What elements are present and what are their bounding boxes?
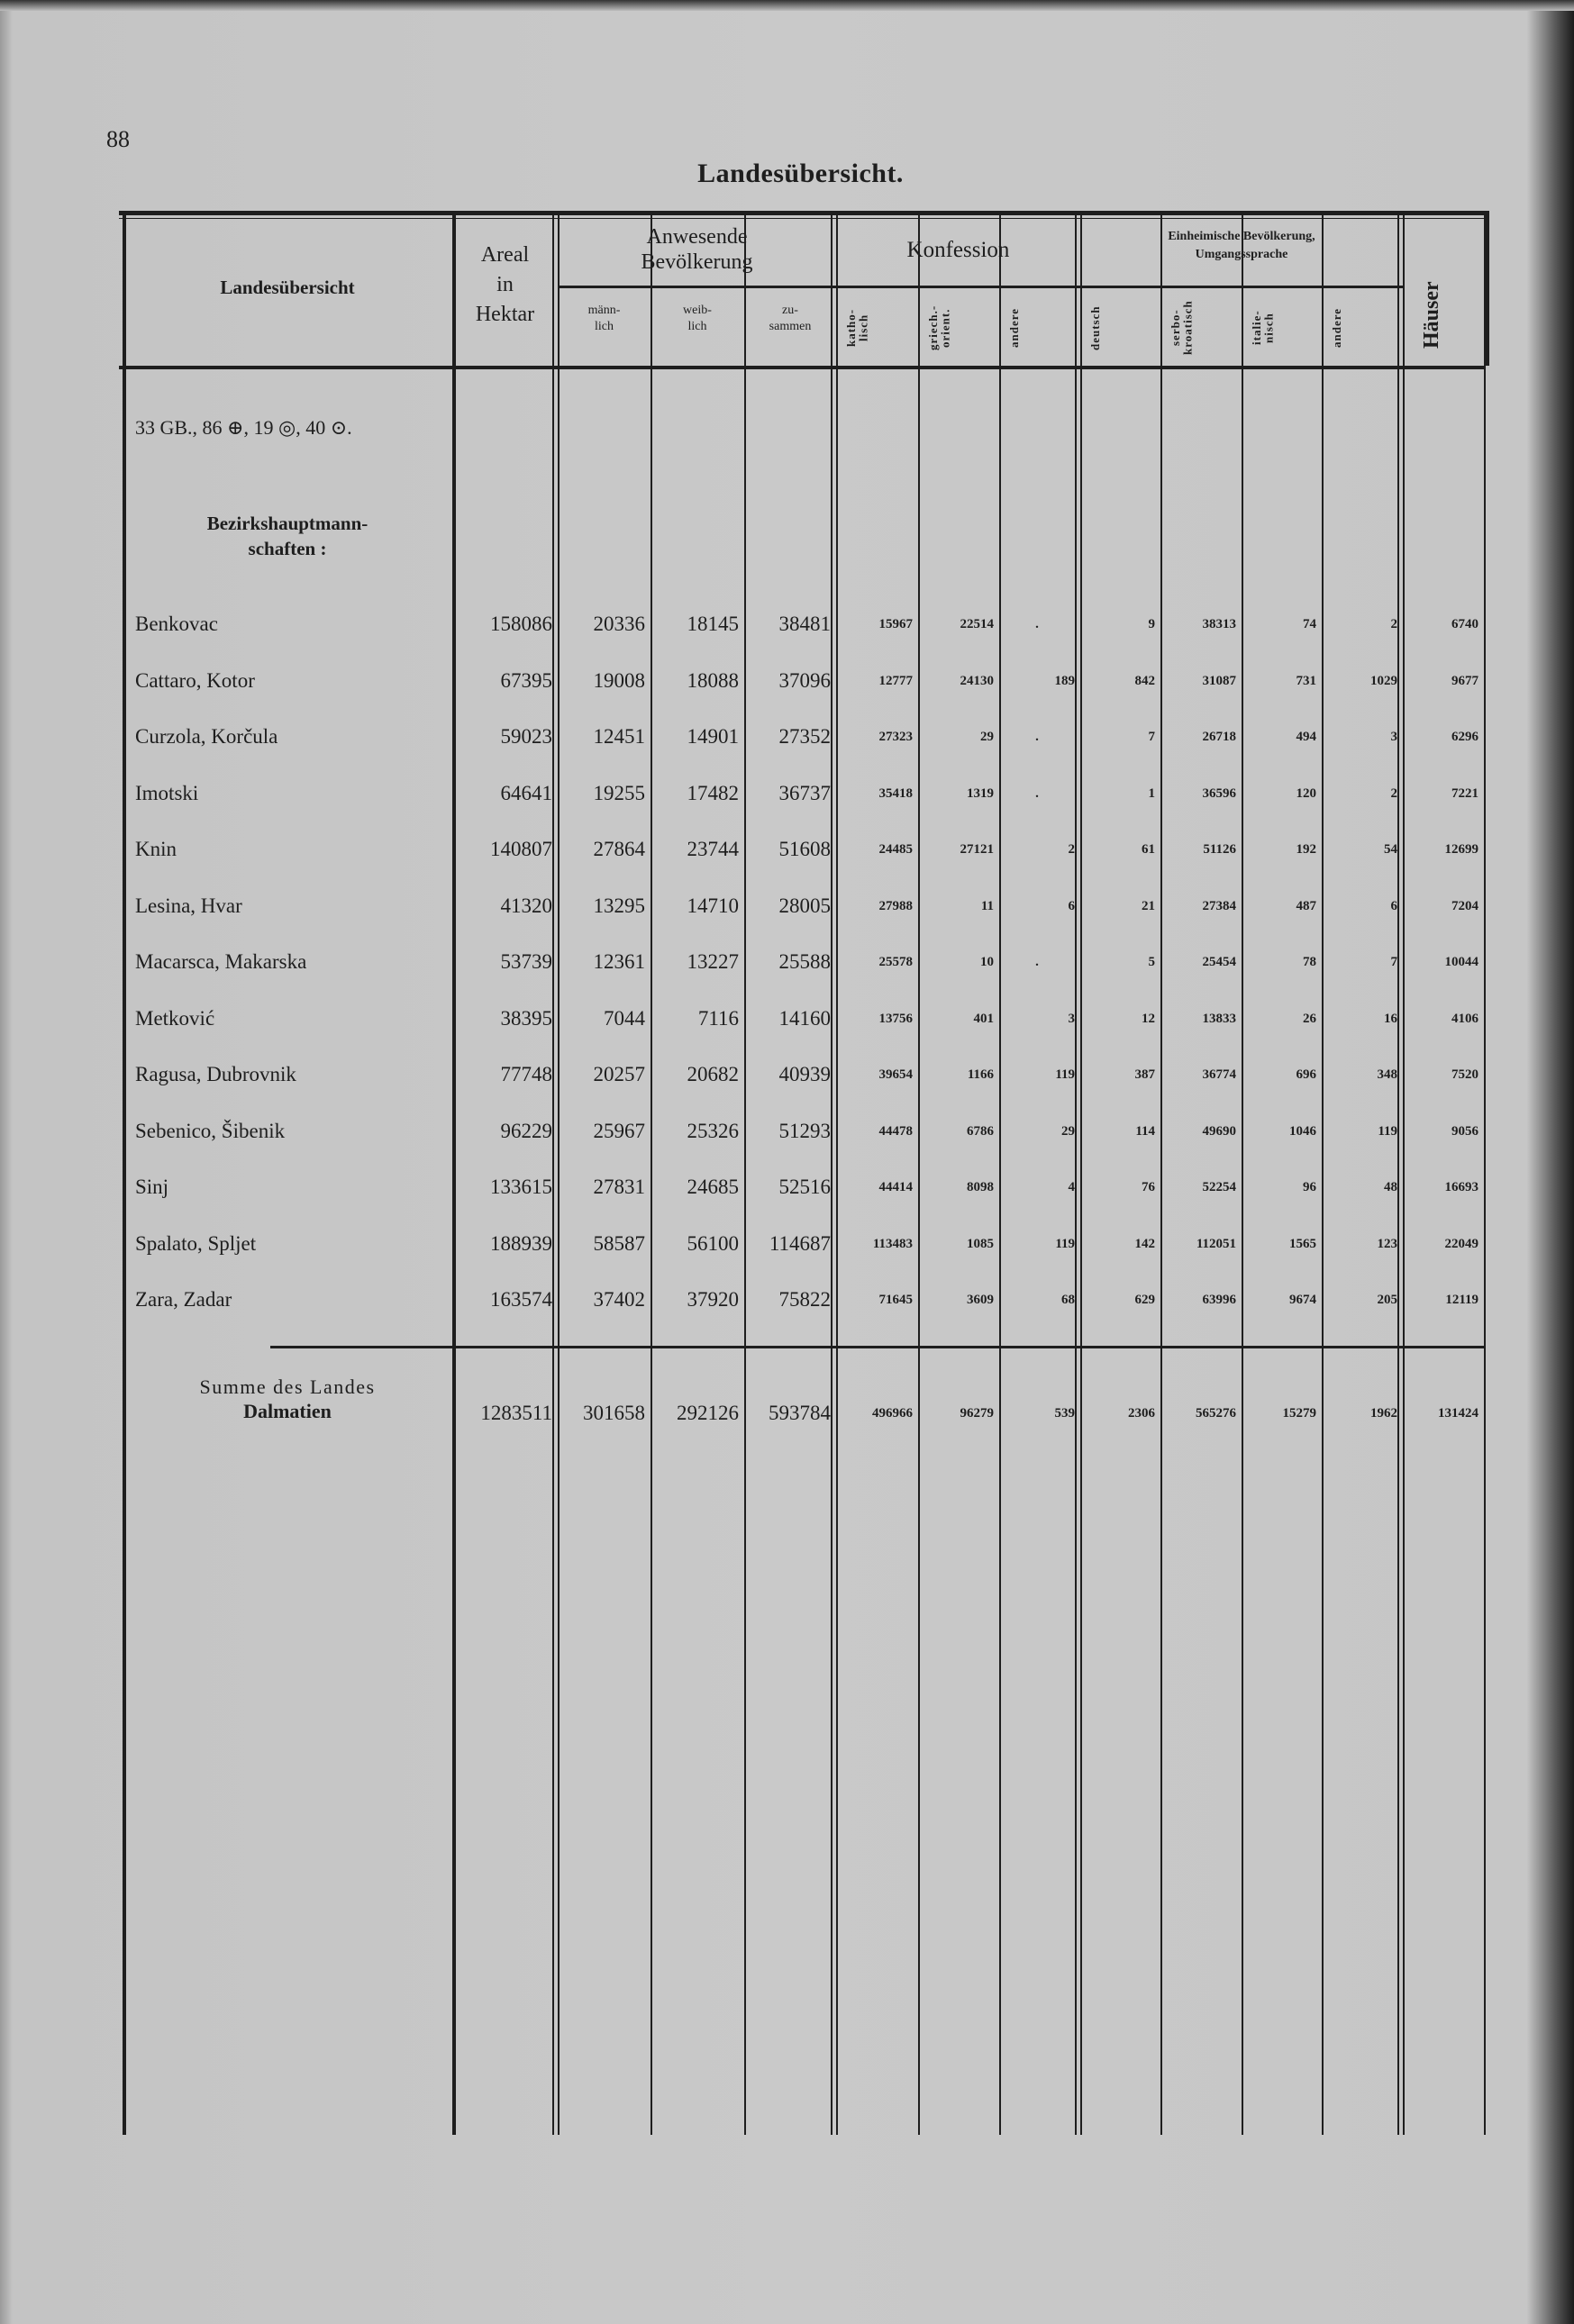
- district-value: 56100: [687, 1231, 739, 1255]
- district-value: 27323: [878, 730, 913, 744]
- district-value: 112051: [1196, 1236, 1236, 1251]
- district-value: 2: [1390, 617, 1397, 631]
- table-top-rule: [119, 211, 1486, 215]
- district-name: Sebenico, Šibenik: [135, 1119, 286, 1142]
- district-value: 41320: [500, 894, 552, 917]
- table-top-rule-thin: [119, 218, 1486, 219]
- district-value: 6740: [1451, 617, 1478, 631]
- district-value: 18145: [687, 613, 739, 635]
- scan-edge: [0, 0, 1574, 11]
- subheader-rule: [558, 286, 836, 288]
- district-value: 1166: [967, 1067, 994, 1082]
- district-value: 25588: [778, 950, 831, 973]
- district-value: 114687: [769, 1231, 831, 1255]
- district-value: 11: [980, 898, 994, 913]
- total-value: 539: [1054, 1406, 1075, 1421]
- district-value: 17482: [687, 781, 739, 804]
- header-zusammen: sammen: [769, 320, 812, 333]
- header-katholisch: katho- lisch: [844, 308, 870, 348]
- header-haeuser: Häuser: [1420, 281, 1443, 350]
- district-value: 1029: [1370, 673, 1397, 688]
- column-rule-double: [1075, 211, 1077, 2135]
- district-value: 387: [1134, 1067, 1155, 1082]
- district-value: 119: [1055, 1236, 1075, 1251]
- district-value: 19008: [593, 668, 645, 692]
- district-value: 51608: [778, 838, 831, 860]
- header-serbokroatisch: serbo- kroatisch: [1169, 300, 1195, 356]
- district-value: 27988: [878, 898, 913, 913]
- district-value: 44478: [878, 1123, 913, 1139]
- district-value: 24130: [960, 673, 994, 688]
- district-value: 8098: [967, 1180, 994, 1194]
- district-value: 51126: [1203, 842, 1236, 857]
- district-value: 44414: [878, 1180, 913, 1194]
- total-value: 15279: [1282, 1406, 1316, 1421]
- district-value: 54: [1384, 842, 1397, 857]
- district-value: 494: [1296, 730, 1316, 744]
- district-value: 12699: [1444, 842, 1478, 857]
- district-value: 36737: [778, 781, 831, 804]
- district-value: 78: [1303, 955, 1316, 969]
- district-value: 64641: [500, 781, 552, 804]
- district-value: 12119: [1445, 1293, 1478, 1307]
- total-value: 292126: [677, 1402, 739, 1424]
- district-value: 114: [1135, 1123, 1155, 1139]
- district-value: 13833: [1202, 1011, 1236, 1026]
- district-value: 7044: [604, 1006, 645, 1030]
- header-griechisch-orientalisch: griech.- orient.: [926, 304, 952, 351]
- district-value: 7: [1148, 730, 1155, 744]
- district-value: 25578: [878, 955, 913, 969]
- header-areal: Areal: [480, 243, 530, 267]
- district-value: 27384: [1202, 898, 1236, 913]
- district-value: 31087: [1202, 673, 1236, 688]
- district-value: 4106: [1451, 1011, 1478, 1026]
- header-andere-sprache: andere: [1330, 307, 1343, 349]
- district-value: 67395: [500, 668, 552, 692]
- header-bottom-rule: [119, 366, 1486, 369]
- district-value: 4: [1068, 1180, 1075, 1194]
- total-value: 2306: [1128, 1406, 1155, 1421]
- district-value: 61: [1142, 842, 1155, 857]
- district-value: 12361: [593, 950, 645, 973]
- header-konfession: Konfession: [906, 238, 1010, 262]
- district-value: 10044: [1444, 955, 1478, 969]
- district-value: 2: [1390, 785, 1397, 801]
- district-value: 16: [1384, 1011, 1397, 1026]
- section-heading: Bezirkshauptmann-: [206, 513, 368, 534]
- district-value: 20682: [687, 1063, 739, 1085]
- column-rule: [558, 211, 560, 2135]
- district-value: 35418: [878, 785, 913, 801]
- district-value: 12: [1142, 1011, 1155, 1026]
- district-value: 52254: [1202, 1180, 1236, 1194]
- header-umgangssprache: Einheimische Bevölkerung,: [1168, 230, 1315, 243]
- district-value: 3: [1390, 730, 1397, 744]
- district-value: 68: [1061, 1293, 1075, 1307]
- header-deutsch: deutsch: [1088, 305, 1102, 350]
- header-anwesende: Bevölkerung: [641, 250, 753, 274]
- district-value: 52516: [778, 1176, 831, 1198]
- district-value: 487: [1296, 898, 1316, 913]
- district-value: 21: [1142, 898, 1155, 913]
- subheader-rule: [836, 286, 1080, 288]
- header-weiblich: weib-: [683, 304, 712, 317]
- district-value: 12451: [593, 725, 645, 748]
- district-value: 9056: [1451, 1123, 1478, 1139]
- total-label: Dalmatien: [243, 1400, 332, 1422]
- column-rule-double: [831, 211, 832, 2135]
- district-value: 348: [1377, 1067, 1397, 1082]
- district-value: 18088: [687, 668, 739, 692]
- district-name: Lesina, Hvar: [135, 894, 242, 917]
- district-value: 16693: [1444, 1180, 1478, 1194]
- district-value: 12777: [878, 673, 913, 688]
- district-value: 192: [1296, 842, 1316, 857]
- district-value: 189: [1054, 673, 1075, 688]
- district-value: 26: [1303, 1011, 1316, 1026]
- district-value: 96229: [500, 1119, 552, 1142]
- district-value: 2: [1068, 842, 1075, 857]
- column-rule-double: [552, 211, 554, 2135]
- column-rule: [1484, 211, 1486, 2135]
- district-value: 29: [1061, 1123, 1075, 1139]
- district-value: 20257: [593, 1063, 645, 1085]
- district-value: 27121: [960, 842, 994, 857]
- district-value: 119: [1378, 1123, 1397, 1139]
- district-value: 401: [973, 1011, 994, 1026]
- district-value: 163574: [490, 1288, 552, 1311]
- district-value: 13756: [878, 1011, 913, 1026]
- column-rule: [1080, 211, 1082, 2135]
- header-andere-konfession: andere: [1007, 307, 1021, 349]
- district-name: Cattaro, Kotor: [135, 668, 255, 692]
- district-value: 7520: [1451, 1067, 1478, 1082]
- district-value: 36774: [1202, 1067, 1236, 1082]
- district-value: 1: [1148, 785, 1155, 801]
- column-rule: [744, 211, 746, 2135]
- district-value: 7204: [1451, 898, 1478, 913]
- district-value: 76: [1142, 1180, 1155, 1194]
- district-value: 96: [1303, 1180, 1316, 1194]
- header-maennlich: lich: [595, 320, 614, 333]
- header-italienisch: italie- nisch: [1250, 310, 1276, 346]
- district-value: 22049: [1444, 1236, 1478, 1251]
- district-value: 120: [1296, 785, 1316, 801]
- district-value: 1565: [1289, 1236, 1316, 1251]
- district-name: Sinj: [135, 1176, 169, 1198]
- column-rule: [1160, 211, 1162, 2135]
- header-areal: in: [496, 273, 514, 296]
- district-value: 40939: [778, 1063, 831, 1085]
- district-value: 13227: [687, 950, 739, 973]
- total-label: Summe des Landes: [199, 1375, 376, 1398]
- column-rule: [836, 211, 838, 2135]
- total-value: 1283511: [480, 1402, 552, 1424]
- summary-line: 33 GB., 86 ⊕, 19 ◎, 40 ⊙.: [135, 416, 352, 439]
- district-value: 9674: [1289, 1293, 1316, 1307]
- header-areal: Hektar: [475, 303, 535, 326]
- section-heading: schaften :: [248, 538, 327, 559]
- district-value: 23744: [687, 838, 739, 860]
- district-value: 7116: [697, 1006, 739, 1030]
- district-value: 22514: [960, 617, 994, 631]
- district-value: 3609: [967, 1293, 994, 1307]
- district-value: 37096: [778, 668, 831, 692]
- page-title: Landesübersicht.: [697, 159, 904, 188]
- district-value: 5: [1148, 955, 1155, 969]
- header-maennlich: männ-: [587, 304, 621, 317]
- district-value: 77748: [500, 1063, 552, 1085]
- district-value: 26718: [1202, 730, 1236, 744]
- header-umgangssprache: Umgangssprache: [1195, 248, 1288, 261]
- district-name: Knin: [135, 838, 177, 860]
- district-value: 158086: [490, 613, 552, 635]
- district-value: 7: [1390, 955, 1397, 969]
- district-value: 14901: [687, 725, 739, 748]
- district-value: 133615: [490, 1176, 552, 1198]
- district-value: 38481: [778, 613, 831, 635]
- district-value: 39654: [878, 1067, 913, 1082]
- district-name: Zara, Zadar: [135, 1288, 232, 1311]
- district-value: 19255: [593, 781, 645, 804]
- district-value: 25454: [1202, 955, 1236, 969]
- column-rule-double: [1397, 211, 1399, 2135]
- district-name: Metković: [135, 1006, 215, 1030]
- district-value: 14710: [687, 894, 739, 917]
- district-value: 75822: [778, 1288, 831, 1311]
- district-value: 15967: [878, 617, 913, 631]
- column-rule: [651, 211, 652, 2135]
- district-value: 25326: [687, 1119, 739, 1142]
- total-value: 565276: [1196, 1406, 1236, 1421]
- district-value: .: [1035, 785, 1039, 801]
- district-name: Curzola, Korčula: [135, 725, 278, 748]
- column-rule: [1242, 211, 1243, 2135]
- total-value: 496966: [872, 1406, 913, 1421]
- header-landesuebersicht: Landesübersicht: [220, 277, 355, 298]
- district-value: 63996: [1202, 1293, 1236, 1307]
- header-weiblich: lich: [687, 320, 707, 333]
- district-value: 14160: [778, 1006, 831, 1030]
- district-value: 49690: [1202, 1123, 1236, 1139]
- district-value: 59023: [500, 725, 552, 748]
- district-value: 7221: [1451, 785, 1478, 801]
- column-rule: [123, 211, 126, 2135]
- district-value: 25967: [593, 1119, 645, 1142]
- total-value: 96279: [960, 1406, 994, 1421]
- district-value: 37920: [687, 1288, 739, 1311]
- district-name: Benkovac: [135, 613, 218, 635]
- district-value: 20336: [593, 613, 645, 635]
- district-value: 731: [1296, 673, 1316, 688]
- district-value: .: [1035, 955, 1039, 969]
- district-value: 6: [1390, 898, 1397, 913]
- district-value: 123: [1377, 1236, 1397, 1251]
- district-value: 1046: [1289, 1123, 1316, 1139]
- right-border: [1486, 211, 1489, 366]
- district-value: 188939: [490, 1231, 552, 1255]
- district-value: 24685: [687, 1176, 739, 1198]
- district-value: 1085: [967, 1236, 994, 1251]
- district-name: Ragusa, Dubrovnik: [135, 1063, 296, 1085]
- header-anwesende: Anwesende: [646, 225, 748, 249]
- district-value: 27864: [593, 838, 645, 860]
- district-value: 3: [1068, 1011, 1075, 1026]
- district-value: 205: [1377, 1293, 1397, 1307]
- district-value: 27831: [593, 1176, 645, 1198]
- district-value: 13295: [593, 894, 645, 917]
- district-value: .: [1035, 617, 1039, 631]
- district-value: 842: [1134, 673, 1155, 688]
- district-value: 1319: [967, 785, 994, 801]
- district-value: 58587: [593, 1231, 645, 1255]
- district-value: 48: [1384, 1180, 1397, 1194]
- total-value: 131424: [1438, 1406, 1478, 1421]
- district-name: Macarsca, Makarska: [135, 950, 307, 973]
- district-value: 9677: [1451, 673, 1478, 688]
- district-value: 10: [980, 955, 994, 969]
- header-zusammen: zu-: [782, 304, 798, 317]
- total-value: 301658: [583, 1402, 645, 1424]
- district-value: 140807: [490, 838, 552, 860]
- district-value: 36596: [1202, 785, 1236, 801]
- district-value: 51293: [778, 1119, 831, 1142]
- district-value: 696: [1296, 1067, 1316, 1082]
- district-value: 6786: [967, 1123, 994, 1139]
- district-value: 38395: [500, 1006, 552, 1030]
- district-value: 9: [1148, 617, 1155, 631]
- district-name: Imotski: [135, 781, 199, 804]
- district-value: 71645: [878, 1293, 913, 1307]
- column-rule: [999, 211, 1001, 2135]
- column-rule: [918, 211, 920, 2135]
- district-value: 27352: [778, 725, 831, 748]
- district-value: .: [1035, 730, 1039, 744]
- column-rule: [1403, 211, 1405, 2135]
- district-value: 29: [980, 730, 994, 744]
- district-value: 119: [1055, 1067, 1075, 1082]
- page-number: 88: [106, 126, 130, 152]
- district-value: 629: [1134, 1293, 1155, 1307]
- district-value: 142: [1134, 1236, 1155, 1251]
- district-value: 37402: [593, 1288, 645, 1311]
- district-value: 6: [1068, 898, 1075, 913]
- district-value: 6296: [1451, 730, 1478, 744]
- column-rule: [1322, 211, 1324, 2135]
- district-value: 53739: [500, 950, 552, 973]
- column-rule: [452, 211, 456, 2135]
- district-value: 28005: [778, 894, 831, 917]
- total-value: 593784: [769, 1402, 831, 1424]
- district-value: 113483: [872, 1236, 913, 1251]
- district-value: 74: [1303, 617, 1316, 631]
- district-value: 38313: [1202, 617, 1236, 631]
- total-value: 1962: [1370, 1406, 1397, 1421]
- district-value: 24485: [878, 842, 913, 857]
- district-name: Spalato, Spljet: [135, 1231, 257, 1255]
